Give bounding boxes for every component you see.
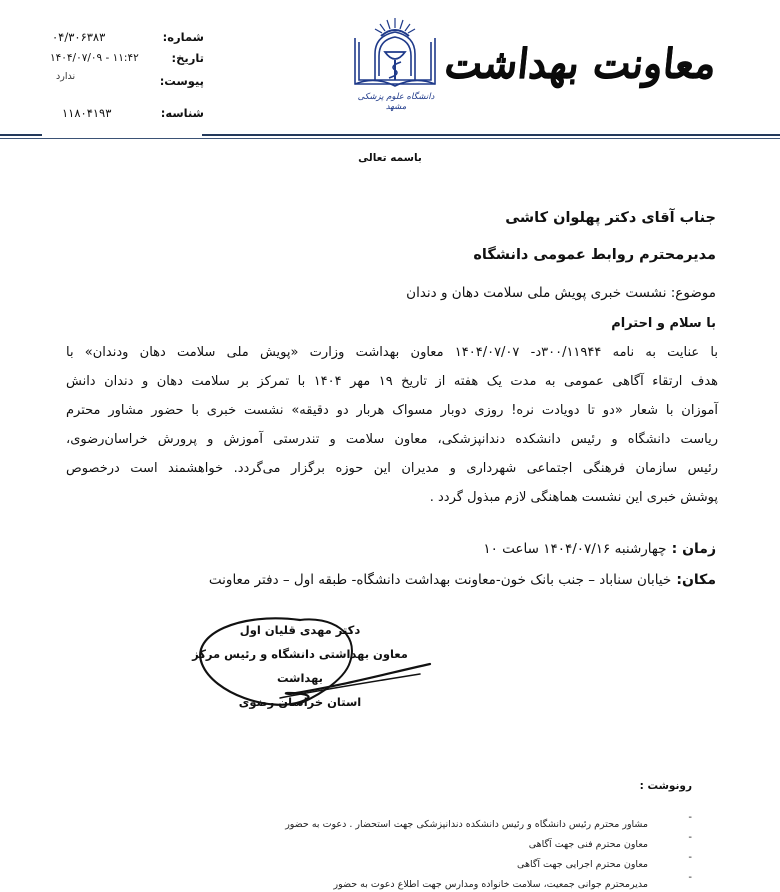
handwritten-signature-icon — [180, 612, 440, 722]
cc-item — [188, 852, 692, 872]
body-line: با عنایت به نامه ۳۰۰/۱۱۹۴۴د- ۱۴۰۴/۰۷/۰۷ معاون بهداشت وزارت «پویش ملی سلامت دهان ودندان» با — [66, 345, 718, 360]
letter-body — [66, 338, 718, 512]
addressee-name: جناب آقای دکتر پهلوان کاشی — [505, 210, 716, 226]
cc-list — [188, 812, 692, 892]
cc-item-text: معاون محترم اجرایی جهت آگاهی — [517, 859, 648, 870]
body-line: رئیس سازمان فرهنگی اجتماعی شهرداری و مدیران این حوزه برگزار می‌گردد. خواهشمند است درخصوص — [66, 461, 718, 476]
meeting-place — [209, 569, 716, 588]
greeting: با سلام و احترام — [611, 316, 716, 331]
number-value: ۰۴/۳۰۶۳۸۳ — [52, 30, 106, 44]
department-title: معاونت بهداشت — [442, 40, 719, 87]
cc-dash: - — [688, 852, 692, 863]
number-label: شماره: — [162, 30, 204, 44]
time-label: زمان : — [671, 541, 716, 557]
body-line: ریاست دانشگاه و رئیس دانشکده دندانپزشکی، معاون سلامت و تندرستی آموزش و پرورش خراسان‌رضوی، — [66, 432, 718, 447]
invocation: باسمه تعالی — [358, 152, 422, 164]
header-rule-bottom — [0, 138, 780, 139]
letter-meta-box — [44, 24, 204, 126]
date-value: ۱۴۰۴/۰۷/۰۹ - ۱۱:۴۲ — [50, 52, 139, 64]
letter-subject: موضوع: نشست خبری پویش ملی سلامت دهان و دندان — [406, 285, 716, 301]
university-logo — [345, 14, 445, 114]
attachment-label: پیوست: — [159, 74, 204, 88]
attachment-value: ندارد — [56, 71, 76, 82]
cc-item — [188, 812, 692, 832]
id-label: شناسه: — [160, 106, 204, 120]
cc-dash: - — [688, 812, 692, 823]
id-value: ۱۱۸۰۴۱۹۳ — [62, 106, 112, 120]
signer-name: دکتر مهدی قلیان اول — [239, 623, 361, 637]
place-label: مکان: — [676, 572, 716, 588]
header-rule-top-left — [0, 134, 42, 136]
body-line: پوشش خبری این نشست هماهنگی لازم مبذول گردد . — [429, 490, 718, 505]
cc-item — [188, 832, 692, 852]
cc-item-text: مدیرمحترم جوانی جمعیت، سلامت خانواده ومدارس جهت اطلاع دعوت به حضور — [333, 879, 648, 890]
cc-dash: - — [688, 872, 692, 883]
body-line: هدف ارتقاء آگاهی عمومی به مدت یک هفته از تاریخ ۱۹ مهر ۱۴۰۴ با تمرکز بر سلامت دهان و دندان دانش — [66, 374, 718, 389]
cc-dash: - — [688, 832, 692, 843]
header-rule-top-right — [202, 134, 780, 136]
meeting-time — [483, 538, 716, 557]
signer-title-2: استان خراسان رضوی — [238, 695, 362, 709]
place-value: خیابان سناباد – جنب بانک خون-معاونت بهداشت دانشگاه- طبقه اول – دفتر معاونت — [208, 572, 672, 588]
signer-title-1: معاون بهداشتی دانشگاه و رئیس مرکز بهداشت — [192, 647, 408, 685]
cc-title: رونوشت : — [639, 780, 692, 792]
cc-item-text: مشاور محترم رئیس دانشگاه و رئیس دانشکده دندانپزشکی جهت استحضار . دعوت به حضور — [285, 819, 648, 830]
date-label: تاریخ: — [171, 51, 204, 65]
addressee-title: مدیرمحترم روابط عمومی دانشگاه — [473, 247, 716, 263]
body-line: آموزان با شعار «دو تا دویادت نره! روزی دوبار مسواک هربار دو دقیقه» نشست خبری با حضور مشاور محترم — [66, 403, 718, 418]
cc-item — [188, 872, 692, 892]
logo-caption: دانشگاه علوم پزشکی مشهد — [357, 92, 435, 112]
cc-item-text: معاون محترم فنی جهت آگاهی — [528, 839, 648, 850]
time-value: چهارشنبه ۱۴۰۴/۰۷/۱۶ ساعت ۱۰ — [483, 541, 667, 557]
